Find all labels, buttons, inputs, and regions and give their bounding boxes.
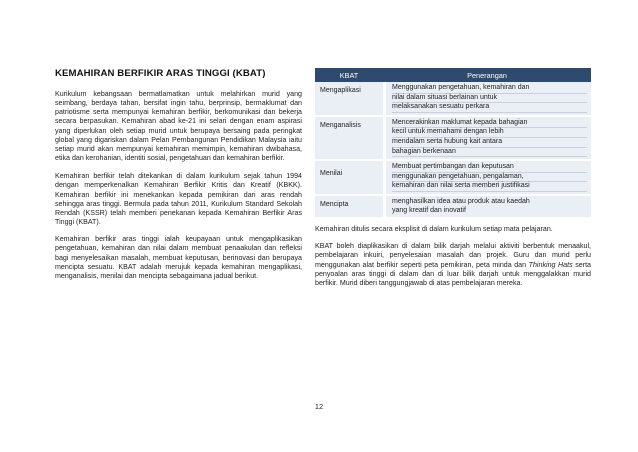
header-kbat: KBAT [315, 68, 383, 82]
paragraph-1: Kurikulum kebangsaan bermatlamatkan untuk melahirkan murid yang seimbang, berdaya tahan, bersifat ingin tahu, berprinsip, bermaklumat dan patriotisme serta mempunyai kemahiran berfikir, berkomunikasi dan bekerja secara berpasukan. Kemahiran abad ke-21 ini selari dengan enam aspirasi yang diperlukan oleh setiap murid untuk berupaya bersaing pada peringkat global yang digariskan dalam Pelan Pembangunan Pendidikan Malaysia iaitu setiap murid akan mempunyai kemahiran memimpin, kemahiran dwibahasa, etika dan kerohanian, identiti sosial, pengetahuan dan kemahiran berfikir. [55, 90, 302, 163]
description-line: yang kreatif dan inovatif [392, 206, 466, 214]
section-title: KEMAHIRAN BERFIKIR ARAS TINGGI (KBAT) [55, 68, 266, 79]
row-term: Menilai [315, 161, 383, 196]
description-line: menggunakan pengetahuan, pengalaman, [392, 173, 587, 183]
description-line: melaksanakan sesuatu perkara [392, 103, 587, 113]
row-term: Mengaplikasi [315, 82, 383, 117]
description-line: Membuat pertimbangan dan keputusan [392, 163, 587, 173]
paragraph-3: Kemahiran berfikir aras tinggi ialah keupayaan untuk mengaplikasikan pengetahuan, kemahiran dan nilai dalam membuat penaakulan dan refleksi bagi menyelesaikan masalah, membuat keputusan, berinovasi dan berupaya mencipta sesuatu. KBAT adalah merujuk kepada kemahiran mengaplikasi, menganalisis, menilai dan mencipta sebagaimana jadual berikut. [55, 235, 302, 280]
description-line: menghasilkan idea atau produk atau kaedah [392, 197, 530, 205]
paragraph-2: Kemahiran berfikir telah ditekankan di dalam kurikulum sejak tahun 1994 dengan memperkenalkan Kemahiran Berfikir Kritis dan Kreatif (KBKK). Kemahiran berfikir ini menekankan kepada pemikiran dari aras rendah sehingga aras tinggi. Bermula pada tahun 2011, Kurikulum Standard Sekolah Rendah (KSSR) telah memberi penekanan kepada Kemahiran Berfikir Aras Tinggi (KBAT). [55, 172, 302, 227]
thinking-hats-term: Thinking Hats [528, 260, 573, 269]
row-term: Menganalisis [315, 117, 383, 161]
paragraph-2-end: serta penyoalan aras tinggi di dalam dan di luar bilik darjah untuk menggalakkan murid berfikir. Murid diberi tanggungjawab di atas pembelajaran mereka. [315, 260, 591, 287]
description-line: nilai dalam situasi berlainan untuk [392, 94, 587, 104]
description-line: kemahiran dan nilai serta memberi justifikasi [392, 182, 587, 192]
description-line: Menggunakan pengetahuan, kemahiran dan [392, 84, 587, 94]
kbat-table [315, 68, 591, 219]
paragraph-2-start: KBAT boleh diaplikasikan di dalam bilik darjah melalui aktiviti berbentuk menaakul, pembelajaran inkuiri, penyelesaian masalah dan projek. Guru dan murid perlu menggunakan alat berfikir seperti peta pemikiran, peta minda dan [315, 242, 591, 269]
description-line: Mencerakinkan maklumat kepada bahagian [392, 119, 587, 129]
description-line: bahagian berkenaan [392, 148, 587, 158]
table-header-row [315, 68, 591, 82]
row-description [383, 161, 591, 196]
table-row [315, 82, 591, 117]
row-description [383, 196, 591, 219]
page-number: 12 [314, 402, 324, 411]
row-term: Mencipta [315, 196, 383, 219]
table-row [315, 117, 591, 161]
description-line: mendalam serta hubung kait antara [392, 138, 587, 148]
row-description [383, 82, 591, 117]
description-line: kecil untuk memahami dengan lebih [392, 128, 587, 138]
table-row [315, 196, 591, 219]
header-penerangan: Penerangan [383, 68, 591, 82]
right-column [315, 68, 591, 288]
right-paragraph-1: Kemahiran ditulis secara eksplisit di dalam kurikulum setiap mata pelajaran. [315, 225, 553, 234]
left-column [55, 68, 302, 289]
table-row [315, 161, 591, 196]
row-description [383, 117, 591, 161]
right-paragraph-2 [315, 242, 591, 288]
